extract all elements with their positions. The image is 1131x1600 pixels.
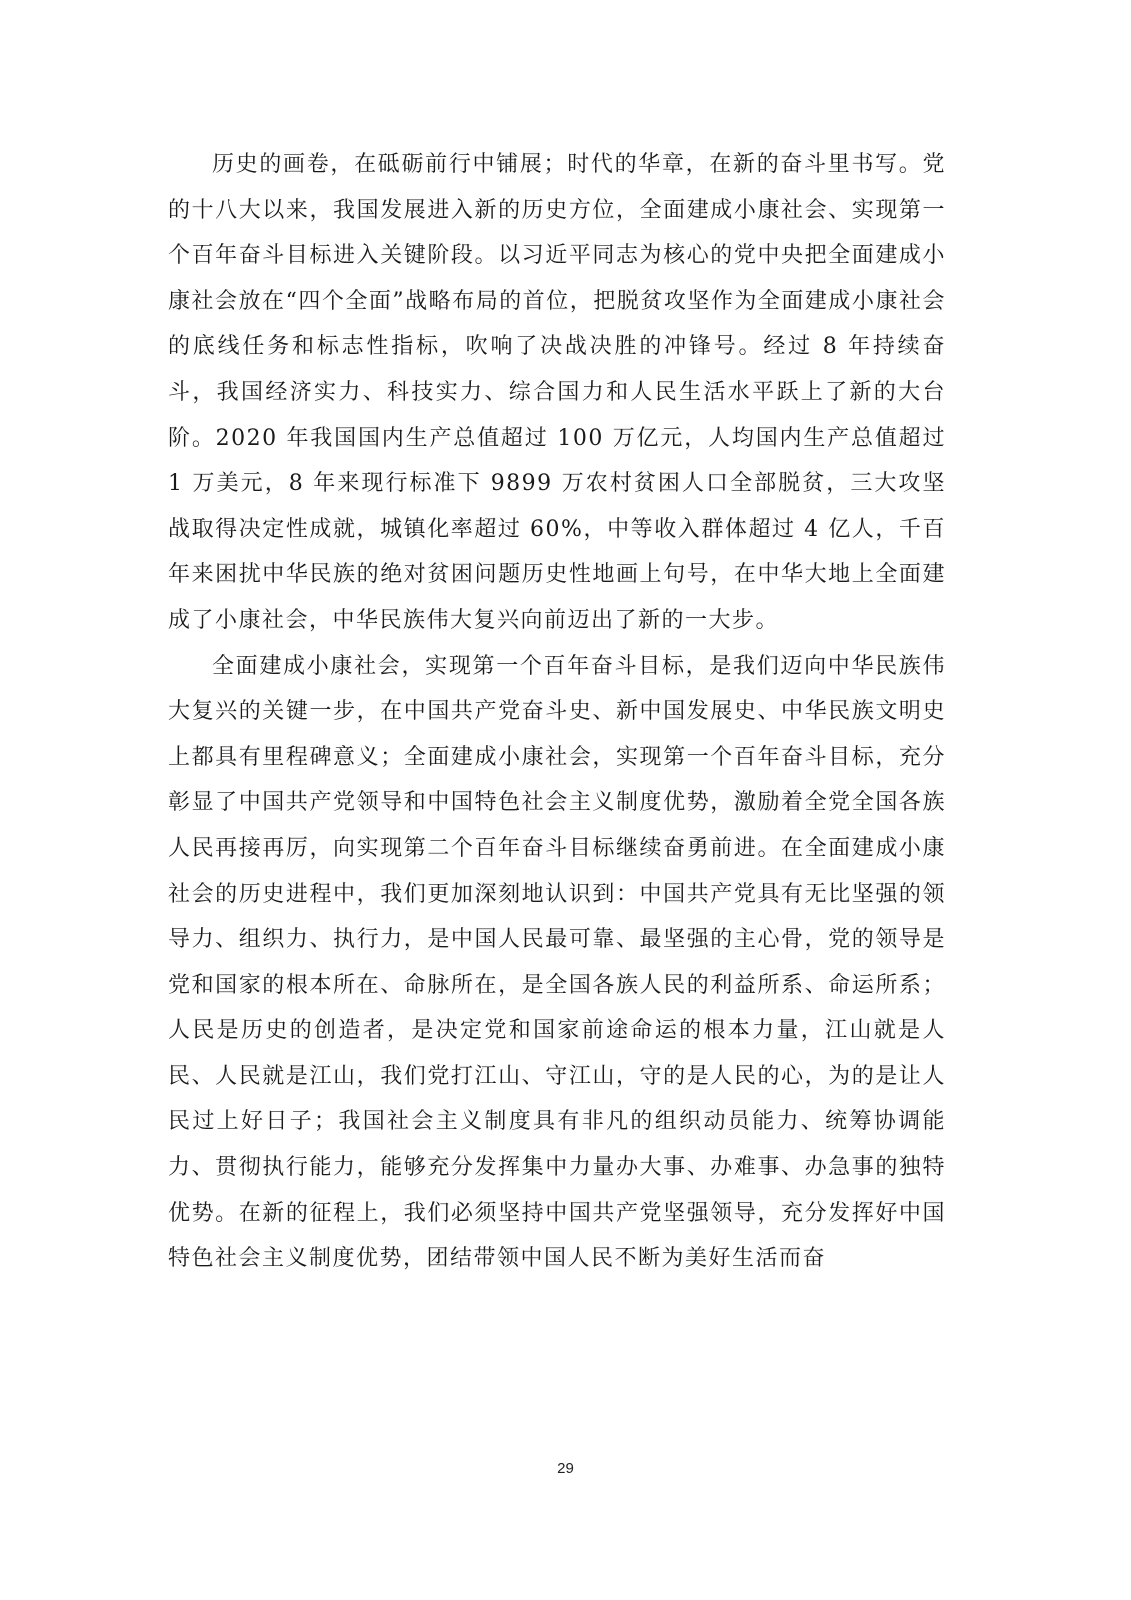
paragraph-2: 全面建成小康社会，实现第一个百年奋斗目标，是我们迈向中华民族伟大复兴的关键一步，在中国共产党奋斗史、新中国发展史、中华民族文明史上都具有里程碑意义；全面建成小康社会，实现第一个百年奋斗目标，充分彰显了中国共产党领导和中国特色社会主义制度优势，激励着全党全国各族人民再接再厉，向实现第二个百年奋斗目标继续奋勇前进。在全面建成小康社会的历史进程中，我们更加深刻地认识到：中国共产党具有无比坚强的领导力、组织力、执行力，是中国人民最可靠、最坚强的主心骨，党的领导是党和国家的根本所在、命脉所在，是全国各族人民的利益所系、命运所系；人民是历史的创造者，是决定党和国家前途命运的根本力量，江山就是人民、人民就是江山，我们党打江山、守江山，守的是人民的心，为的是让人民过上好日子；我国社会主义制度具有非凡的组织动员能力、统筹协调能力、贯彻执行能力，能够充分发挥集中力量办大事、办难事、办急事的独特优势。在新的征程上，我们必须坚持中国共产党坚强领导，充分发挥好中国特色社会主义制度优势，团结带领中国人民不断为美好生活而奋	[168, 653, 946, 1272]
body-text	[168, 142, 946, 1282]
paragraph-1: 历史的画卷，在砥砺前行中铺展；时代的华章，在新的奋斗里书写。党的十八大以来，我国发展进入新的历史方位，全面建成小康社会、实现第一个百年奋斗目标进入关键阶段。以习近平同志为核心的党中央把全面建成小康社会放在“四个全面”战略布局的首位，把脱贫攻坚作为全面建成小康社会的底线任务和标志性指标，吹响了决战决胜的冲锋号。经过 8 年持续奋斗，我国经济实力、科技实力、综合国力和人民生活水平跃上了新的大台阶。2020 年我国国内生产总值超过 100 万亿元，人均国内生产总值超过 1 万美元，8 年来现行标准下 9899 万农村贫困人口全部脱贫，三大攻坚战取得决定性成就，城镇化率超过 60%，中等收入群体超过 4 亿人，千百年来困扰中华民族的绝对贫困问题历史性地画上句号，在中华大地上全面建成了小康社会，中华民族伟大复兴向前迈出了新的一大步。	[168, 152, 946, 633]
page-number: 29	[557, 1460, 574, 1477]
